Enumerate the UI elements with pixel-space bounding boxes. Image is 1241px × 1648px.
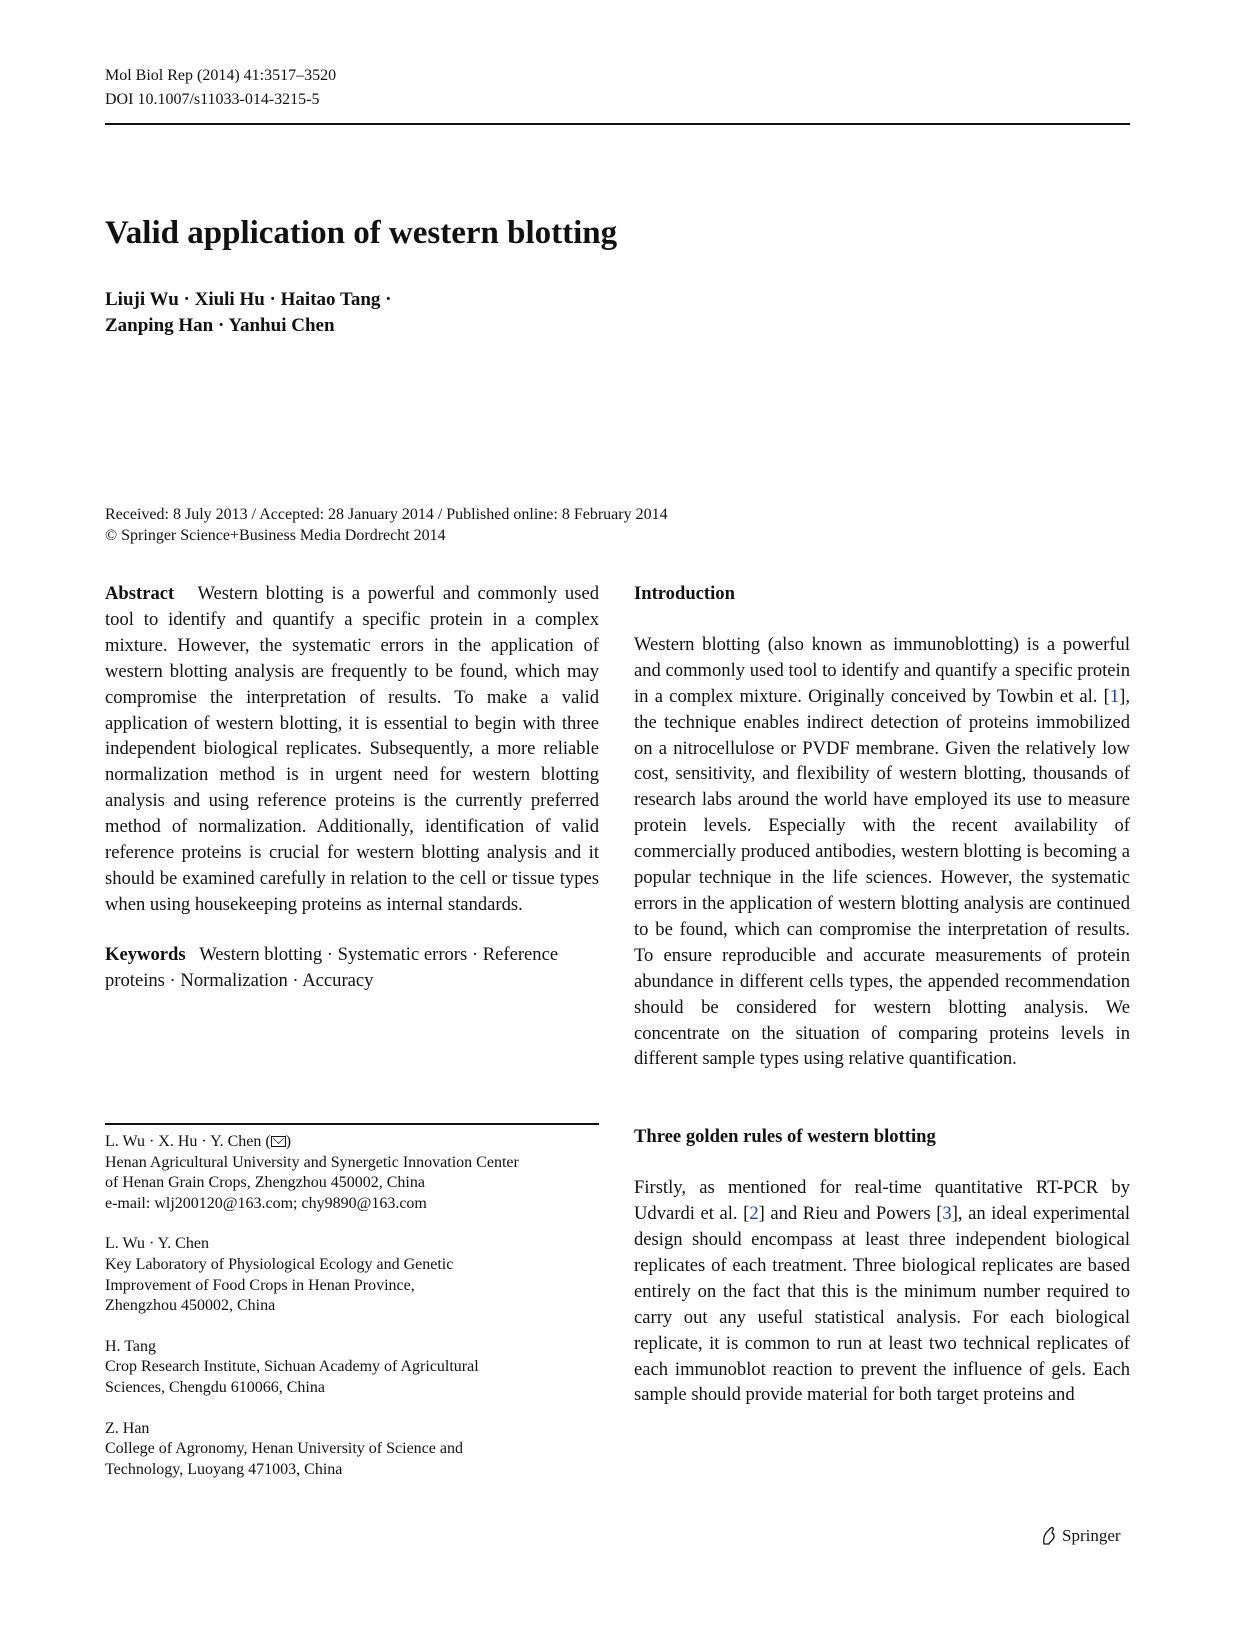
affiliation-line: Crop Research Institute, Sichuan Academy of Agricultural (105, 1358, 479, 1376)
journal-header (105, 64, 336, 112)
authors-line-1: Liuji Wu · Xiuli Hu · Haitao Tang · (105, 289, 392, 310)
authors-line-2: Zanping Han · Yanhui Chen (105, 315, 335, 336)
paper-title: Valid application of western blotting (105, 215, 618, 251)
envelope-icon (271, 1136, 286, 1147)
affiliation-names: H. Tang (105, 1337, 157, 1355)
affiliation-line: Technology, Luoyang 471003, China (105, 1460, 343, 1478)
citation-link[interactable]: 2 (749, 1203, 759, 1225)
affiliation-names: L. Wu · Y. Chen (105, 1235, 209, 1253)
abstract-text: Western blotting is a powerful and commonly used tool to identify and quantify a specific protein in a complex mixture. However, the systematic errors in the application of western blotting analysis are frequently to be found, which may compromise the interpretation of results. To make a valid application of western blotting, it is essential to begin with three independent biological replicates. Subsequently, a more reliable normalization method is in urgent need for western blotting analysis and using reference proteins is the currently preferred method of normalization. Additionally, identification of valid reference proteins is crucial for western blotting analysis and it should be examined carefully in relation to the cell or tissue types when using housekeeping proteins as internal standards. (105, 583, 600, 915)
affiliation-line: of Henan Grain Crops, Zhengzhou 450002, China (105, 1174, 425, 1192)
affiliation-line: Henan Agricultural University and Synergetic Innovation Center (105, 1153, 519, 1171)
affiliation-email: e-mail: wlj200120@163.com; chy9890@163.com (105, 1194, 427, 1212)
introduction-heading: Introduction (634, 583, 735, 604)
introduction-paragraph: Western blotting (also known as immunoblotting) is a powerful and commonly used tool to identify and quantify a specific protein in a complex mixture. Originally conceived by Towbin et al. [1], the technique enables indirect detection of proteins immobilized on a nitrocellulose or PVDF membrane. Given the relatively low cost, sensitivity, and flexibility of western blotting, thousands of research labs around the world have employed its use to measure protein levels. Especially with the recent availability of commercially produced antibodies, western blotting is becoming a popular technique in the life sciences. However, the systematic errors in the application of western blotting analysis are continued to be found, which can compromise the interpretation of results. To ensure reproducible and accurate measurements of protein abundance in different cells types, the appended recommendation should be considered for western blotting analysis. We concentrate on the situation of comparing proteins levels in different sample types using relative quantification. (634, 633, 1130, 1070)
abstract (105, 581, 599, 918)
keywords-label: Keywords (105, 943, 186, 965)
publisher-logo (1040, 1525, 1121, 1547)
citation-link[interactable]: 1 (1109, 685, 1120, 707)
affiliation-names: L. Wu · X. Hu · Y. Chen ( ) (105, 1133, 292, 1150)
footnote-rule (105, 1123, 599, 1125)
publication-dates (105, 504, 668, 546)
abstract-label: Abstract (105, 583, 175, 604)
right-column (634, 581, 1130, 1408)
doi: DOI 10.1007/s11033-014-3215-5 (105, 91, 320, 108)
citation-link[interactable]: 3 (942, 1203, 952, 1225)
rules-paragraph: Firstly, as mentioned for real-time quantitative RT-PCR by Udvardi et al. [2] and Rieu and Powers [3], an ideal experimental design should encompass at least three independent biological replicates of each treatment. Three biological replicates are based entirely on the fact that this is the minimum number required to carry out any useful statistical analysis. For each biological replicate, it is common to run at least two technical replicates of each immunoblot reaction to prevent the influence of gels. Each sample should provide material for both target proteins and (634, 1177, 1131, 1406)
affiliation-line: Key Laboratory of Physiological Ecology and Genetic (105, 1255, 454, 1273)
affiliation-names: Z. Han (105, 1419, 150, 1437)
springer-horse-icon (1040, 1526, 1058, 1546)
affiliation-1 (105, 1132, 599, 1214)
affiliation-line: Sciences, Chengdu 610066, China (105, 1378, 325, 1396)
journal-citation: Mol Biol Rep (2014) 41:3517–3520 (105, 67, 337, 84)
keywords (105, 942, 599, 994)
copyright-line: © Springer Science+Business Media Dordrecht 2014 (105, 527, 446, 544)
affiliation-2 (105, 1234, 599, 1316)
affiliation-line: Improvement of Food Crops in Henan Province, (105, 1276, 415, 1294)
rules-heading: Three golden rules of western blotting (634, 1126, 936, 1148)
left-column (105, 581, 599, 994)
affiliation-line: College of Agronomy, Henan University of Science and (105, 1440, 463, 1458)
header-rule (105, 123, 1130, 125)
publisher-name: Springer (1062, 1526, 1121, 1545)
affiliations (105, 1132, 599, 1500)
keywords-text: Western blotting · Systematic errors · Reference proteins · Normalization · Accuracy (105, 943, 559, 991)
affiliation-4 (105, 1419, 599, 1481)
affiliation-line: Zhengzhou 450002, China (105, 1297, 276, 1315)
dates-line: Received: 8 July 2013 / Accepted: 28 January 2014 / Published online: 8 February 2014 (105, 506, 668, 523)
author-list (105, 287, 392, 339)
affiliation-3 (105, 1337, 599, 1399)
